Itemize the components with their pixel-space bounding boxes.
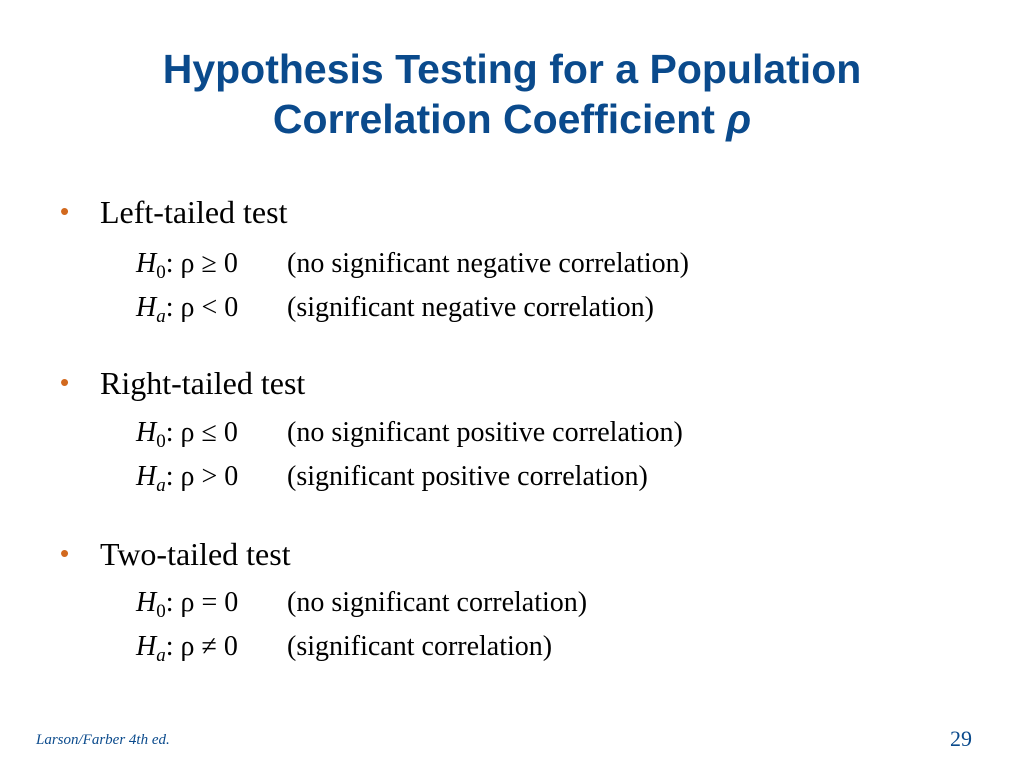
title-line-1: Hypothesis Testing for a Population <box>162 46 862 92</box>
title-line-2-text: Correlation Coefficient <box>272 96 727 142</box>
hypothesis-relation: : ρ > 0 <box>165 461 239 492</box>
hypothesis-condition <box>136 586 287 620</box>
hypothesis-letter: H <box>136 292 157 323</box>
section-heading-left-tailed <box>60 193 287 230</box>
hypothesis-subscript: a <box>156 645 166 666</box>
null-hypothesis-two-tailed <box>136 586 587 620</box>
hypothesis-condition <box>136 416 287 450</box>
section-heading-text: Right-tailed test <box>100 365 306 401</box>
hypothesis-letter: H <box>136 461 157 492</box>
hypothesis-subscript: a <box>156 306 166 327</box>
alt-hypothesis-left-tailed <box>136 291 654 325</box>
alt-hypothesis-two-tailed <box>136 630 552 664</box>
section-heading-text: Left-tailed test <box>100 194 288 230</box>
hypothesis-description: (no significant positive correlation) <box>287 417 683 448</box>
hypothesis-relation: : ρ ≥ 0 <box>165 248 238 279</box>
hypothesis-condition <box>136 460 287 494</box>
title-line-2 <box>62 94 962 144</box>
bullet-icon: • <box>60 367 70 397</box>
hypothesis-letter: H <box>136 631 157 662</box>
hypothesis-subscript: 0 <box>156 601 166 622</box>
hypothesis-relation: : ρ = 0 <box>165 587 239 618</box>
section-heading-text: Two-tailed test <box>100 536 291 572</box>
hypothesis-subscript: a <box>156 475 166 496</box>
hypothesis-relation: : ρ ≤ 0 <box>165 417 238 448</box>
hypothesis-description: (significant correlation) <box>287 631 553 662</box>
bullet-icon: • <box>60 196 70 226</box>
hypothesis-description: (no significant correlation) <box>287 587 588 618</box>
hypothesis-relation: : ρ ≠ 0 <box>165 631 238 662</box>
slide-title <box>62 44 962 144</box>
hypothesis-letter: H <box>136 248 157 279</box>
hypothesis-description: (significant negative correlation) <box>287 292 654 323</box>
bullet-icon: • <box>60 538 70 568</box>
hypothesis-description: (significant positive correlation) <box>287 461 648 492</box>
null-hypothesis-right-tailed <box>136 416 683 450</box>
section-heading-two-tailed <box>60 535 291 572</box>
alt-hypothesis-right-tailed <box>136 460 648 494</box>
hypothesis-description: (no significant negative correlation) <box>287 248 689 279</box>
section-heading-right-tailed <box>60 364 305 401</box>
footer-source: Larson/Farber 4th ed. <box>36 732 170 748</box>
hypothesis-condition <box>136 247 287 281</box>
page-number: 29 <box>950 726 972 751</box>
hypothesis-condition <box>136 630 287 664</box>
hypothesis-letter: H <box>136 417 157 448</box>
hypothesis-subscript: 0 <box>156 431 166 452</box>
hypothesis-relation: : ρ < 0 <box>165 292 239 323</box>
hypothesis-condition <box>136 291 287 325</box>
hypothesis-subscript: 0 <box>156 262 166 283</box>
hypothesis-letter: H <box>136 587 157 618</box>
null-hypothesis-left-tailed <box>136 247 689 281</box>
title-rho-symbol: ρ <box>726 96 752 142</box>
